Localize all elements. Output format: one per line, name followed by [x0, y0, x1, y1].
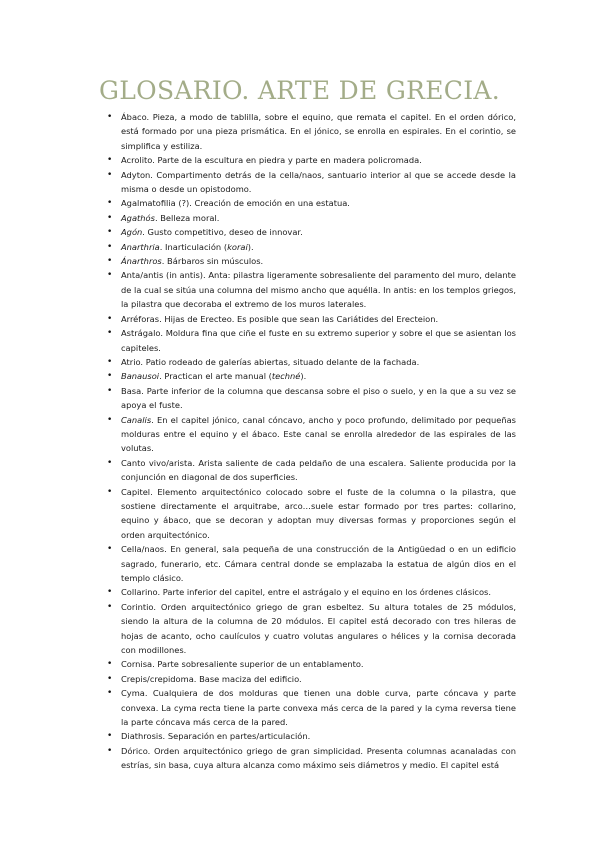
glossary-entry: [107, 268, 516, 311]
glossary-entry: [107, 312, 516, 326]
glossary-text-italic: Canalis: [121, 414, 152, 425]
glossary-text: Crepis/crepidoma. Base maciza del edificio.: [121, 673, 302, 684]
glossary-entry: [107, 729, 516, 743]
glossary-text: Acrolito. Parte de la escultura en piedra y parte en madera policromada.: [121, 155, 422, 166]
glossary-text: . Gusto competitivo, deseo de innovar.: [142, 227, 303, 238]
glossary-text-italic: Banausoi: [121, 371, 160, 382]
glossary-entry: [107, 384, 516, 413]
bullet-icon: •: [107, 241, 113, 252]
glossary-entry: [107, 369, 516, 383]
glossary-text: Arréforas. Hijas de Erecteo. Es posible que sean las Cariátides del Erecteion.: [121, 313, 439, 324]
glossary-text: . Bárbaros sin músculos.: [161, 256, 264, 267]
glossary-entry: [107, 744, 516, 773]
glossary-entry: [107, 326, 516, 355]
glossary-text: Agalmatofilia (?). Creación de emoción en una estatua.: [121, 198, 350, 209]
glossary-text-italic: korai: [227, 241, 248, 252]
glossary-entry: [107, 254, 516, 268]
glossary-list: [107, 110, 516, 773]
glossary-entry: [107, 211, 516, 225]
glossary-text-italic: Anarthria: [121, 241, 160, 252]
bullet-icon: •: [107, 371, 113, 382]
glossary-text: Cyma. Cualquiera de dos molduras que tienen una doble curva, parte cóncava y parte convexa. La cyma recta tiene la parte convexa más cerca de la pared y la cyma reversa tiene la parte cóncava más cerca de la pared.: [121, 688, 516, 728]
glossary-text-italic: Ánarthros: [121, 256, 162, 267]
bullet-icon: •: [107, 169, 113, 180]
glossary-text: Astrágalo. Moldura fina que ciñe el fuste en su extremo superior y sobre el que se asientan los capiteles.: [121, 328, 516, 353]
glossary-text: ).: [247, 241, 254, 252]
bullet-icon: •: [107, 673, 113, 684]
glossary-text: Capitel. Elemento arquitectónico colocado sobre el fuste de la columna o la pilastra, que sostiene directamente el arquitrabe, arco…suele estar formado por tres partes: collarino, equino y ábaco, que se decoran y adoptan muy diversas formas y proporciones según el orden arquitectónico.: [121, 486, 516, 540]
glossary-entry: [107, 657, 516, 671]
glossary-text: Adyton. Compartimento detrás de la cella/naos, santuario interior al que se accede desde la misma o desde un opistodomo.: [121, 169, 516, 195]
bullet-icon: •: [107, 270, 113, 281]
bullet-icon: •: [107, 155, 113, 166]
bullet-icon: •: [107, 385, 113, 396]
glossary-text: Collarino. Parte inferior del capitel, entre el astrágalo y el equino en los órdenes clásicos.: [121, 587, 491, 598]
glossary-text-italic: techné: [271, 371, 301, 382]
bullet-icon: •: [107, 544, 113, 555]
glossary-entry: [107, 672, 516, 686]
glossary-entry: [107, 110, 516, 153]
glossary-text: Dórico. Orden arquitectónico griego de gran simplicidad. Presenta columnas acanaladas con estrías, sin basa, cuya altura alcanza como máximo seis diámetros y medio. El capitel está: [121, 745, 516, 771]
bullet-icon: •: [107, 198, 113, 209]
glossary-text: . Belleza moral.: [154, 212, 220, 223]
glossary-entry: [107, 413, 516, 456]
glossary-entry: [107, 600, 516, 658]
bullet-icon: •: [107, 256, 113, 267]
glossary-text: Atrio. Patio rodeado de galerías abiertas, situado delante de la fachada.: [121, 356, 420, 367]
bullet-icon: •: [107, 688, 113, 699]
glossary-text: . Practican el arte manual (: [159, 371, 272, 382]
glossary-text: Basa. Parte inferior de la columna que descansa sobre el piso o suelo, y en la que a su vez se apoya el fuste.: [121, 385, 516, 411]
bullet-icon: •: [107, 414, 113, 425]
glossary-entry: [107, 686, 516, 729]
bullet-icon: •: [107, 745, 113, 756]
bullet-icon: •: [107, 731, 113, 742]
bullet-icon: •: [107, 356, 113, 367]
bullet-icon: •: [107, 212, 113, 223]
glossary-text: Corintio. Orden arquitectónico griego de gran esbeltez. Su altura totales de 25 módulos, siendo la altura de la columna de 20 módulos. El capitel está decorado con tres hileras de hojas de acanto, ocho caulículos y cuatro volutas angulares o hélices y la cornisa decorada con modillones.: [121, 601, 516, 656]
glossary-text-italic: Agathós: [121, 212, 155, 223]
bullet-icon: •: [107, 227, 113, 238]
bullet-icon: •: [107, 601, 113, 612]
glossary-entry: [107, 585, 516, 599]
bullet-icon: •: [107, 587, 113, 598]
glossary-text: Ábaco. Pieza, a modo de tablilla, sobre el equino, que remata el capitel. En el orden dórico, está formado por una pieza prismática. En el jónico, se enrolla en espirales. En el corintio, se simplifica y estiliza.: [121, 112, 516, 151]
glossary-text-italic: Agón: [121, 227, 143, 238]
glossary-text: Cella/naos. En general, sala pequeña de una construcción de la Antigüedad o en un edificio sagrado, funerario, etc. Cámara central donde se emplazaba la estatua de algún dios en el templo clásico.: [121, 544, 516, 583]
glossary-entry: [107, 542, 516, 585]
glossary-entry: [107, 196, 516, 210]
glossary-text: Cornisa. Parte sobresaliente superior de un entablamento.: [121, 659, 364, 670]
glossary-entry: [107, 456, 516, 485]
glossary-entry: [107, 168, 516, 197]
glossary-text: Anta/antis (in antis). Anta: pilastra ligeramente sobresaliente del paramento del muro, delante de la cual se sitúa una columna del mismo ancho que aquélla. In antis: en los templos griegos, la pilastra que decoraba el extremo de los muros laterales.: [121, 270, 516, 310]
glossary-text: . En el capitel jónico, canal cóncavo, ancho y poco profundo, delimitado por pequeñas molduras entre el equino y el ábaco. Este canal se enrolla alrededor de las espirales de las volutas.: [121, 414, 516, 454]
glossary-entry: [107, 153, 516, 167]
bullet-icon: •: [107, 659, 113, 670]
glossary-text: Diathrosis. Separación en partes/articulación.: [121, 731, 311, 742]
glossary-text: . Inarticulación (: [159, 241, 228, 252]
glossary-text: ).: [300, 371, 307, 382]
bullet-icon: •: [107, 486, 113, 497]
bullet-icon: •: [107, 328, 113, 339]
bullet-icon: •: [107, 457, 113, 468]
glossary-entry: [107, 225, 516, 239]
glossary-entry: [107, 240, 516, 254]
page-title: GLOSARIO. ARTE DE GRECIA.: [99, 76, 500, 105]
glossary-text: Canto vivo/arista. Arista saliente de cada peldaño de una escalera. Saliente producida por la conjunción en diagonal de dos superficies.: [121, 457, 516, 483]
bullet-icon: •: [107, 112, 113, 122]
bullet-icon: •: [107, 313, 113, 324]
glossary-entry: [107, 485, 516, 543]
glossary-entry: [107, 355, 516, 369]
